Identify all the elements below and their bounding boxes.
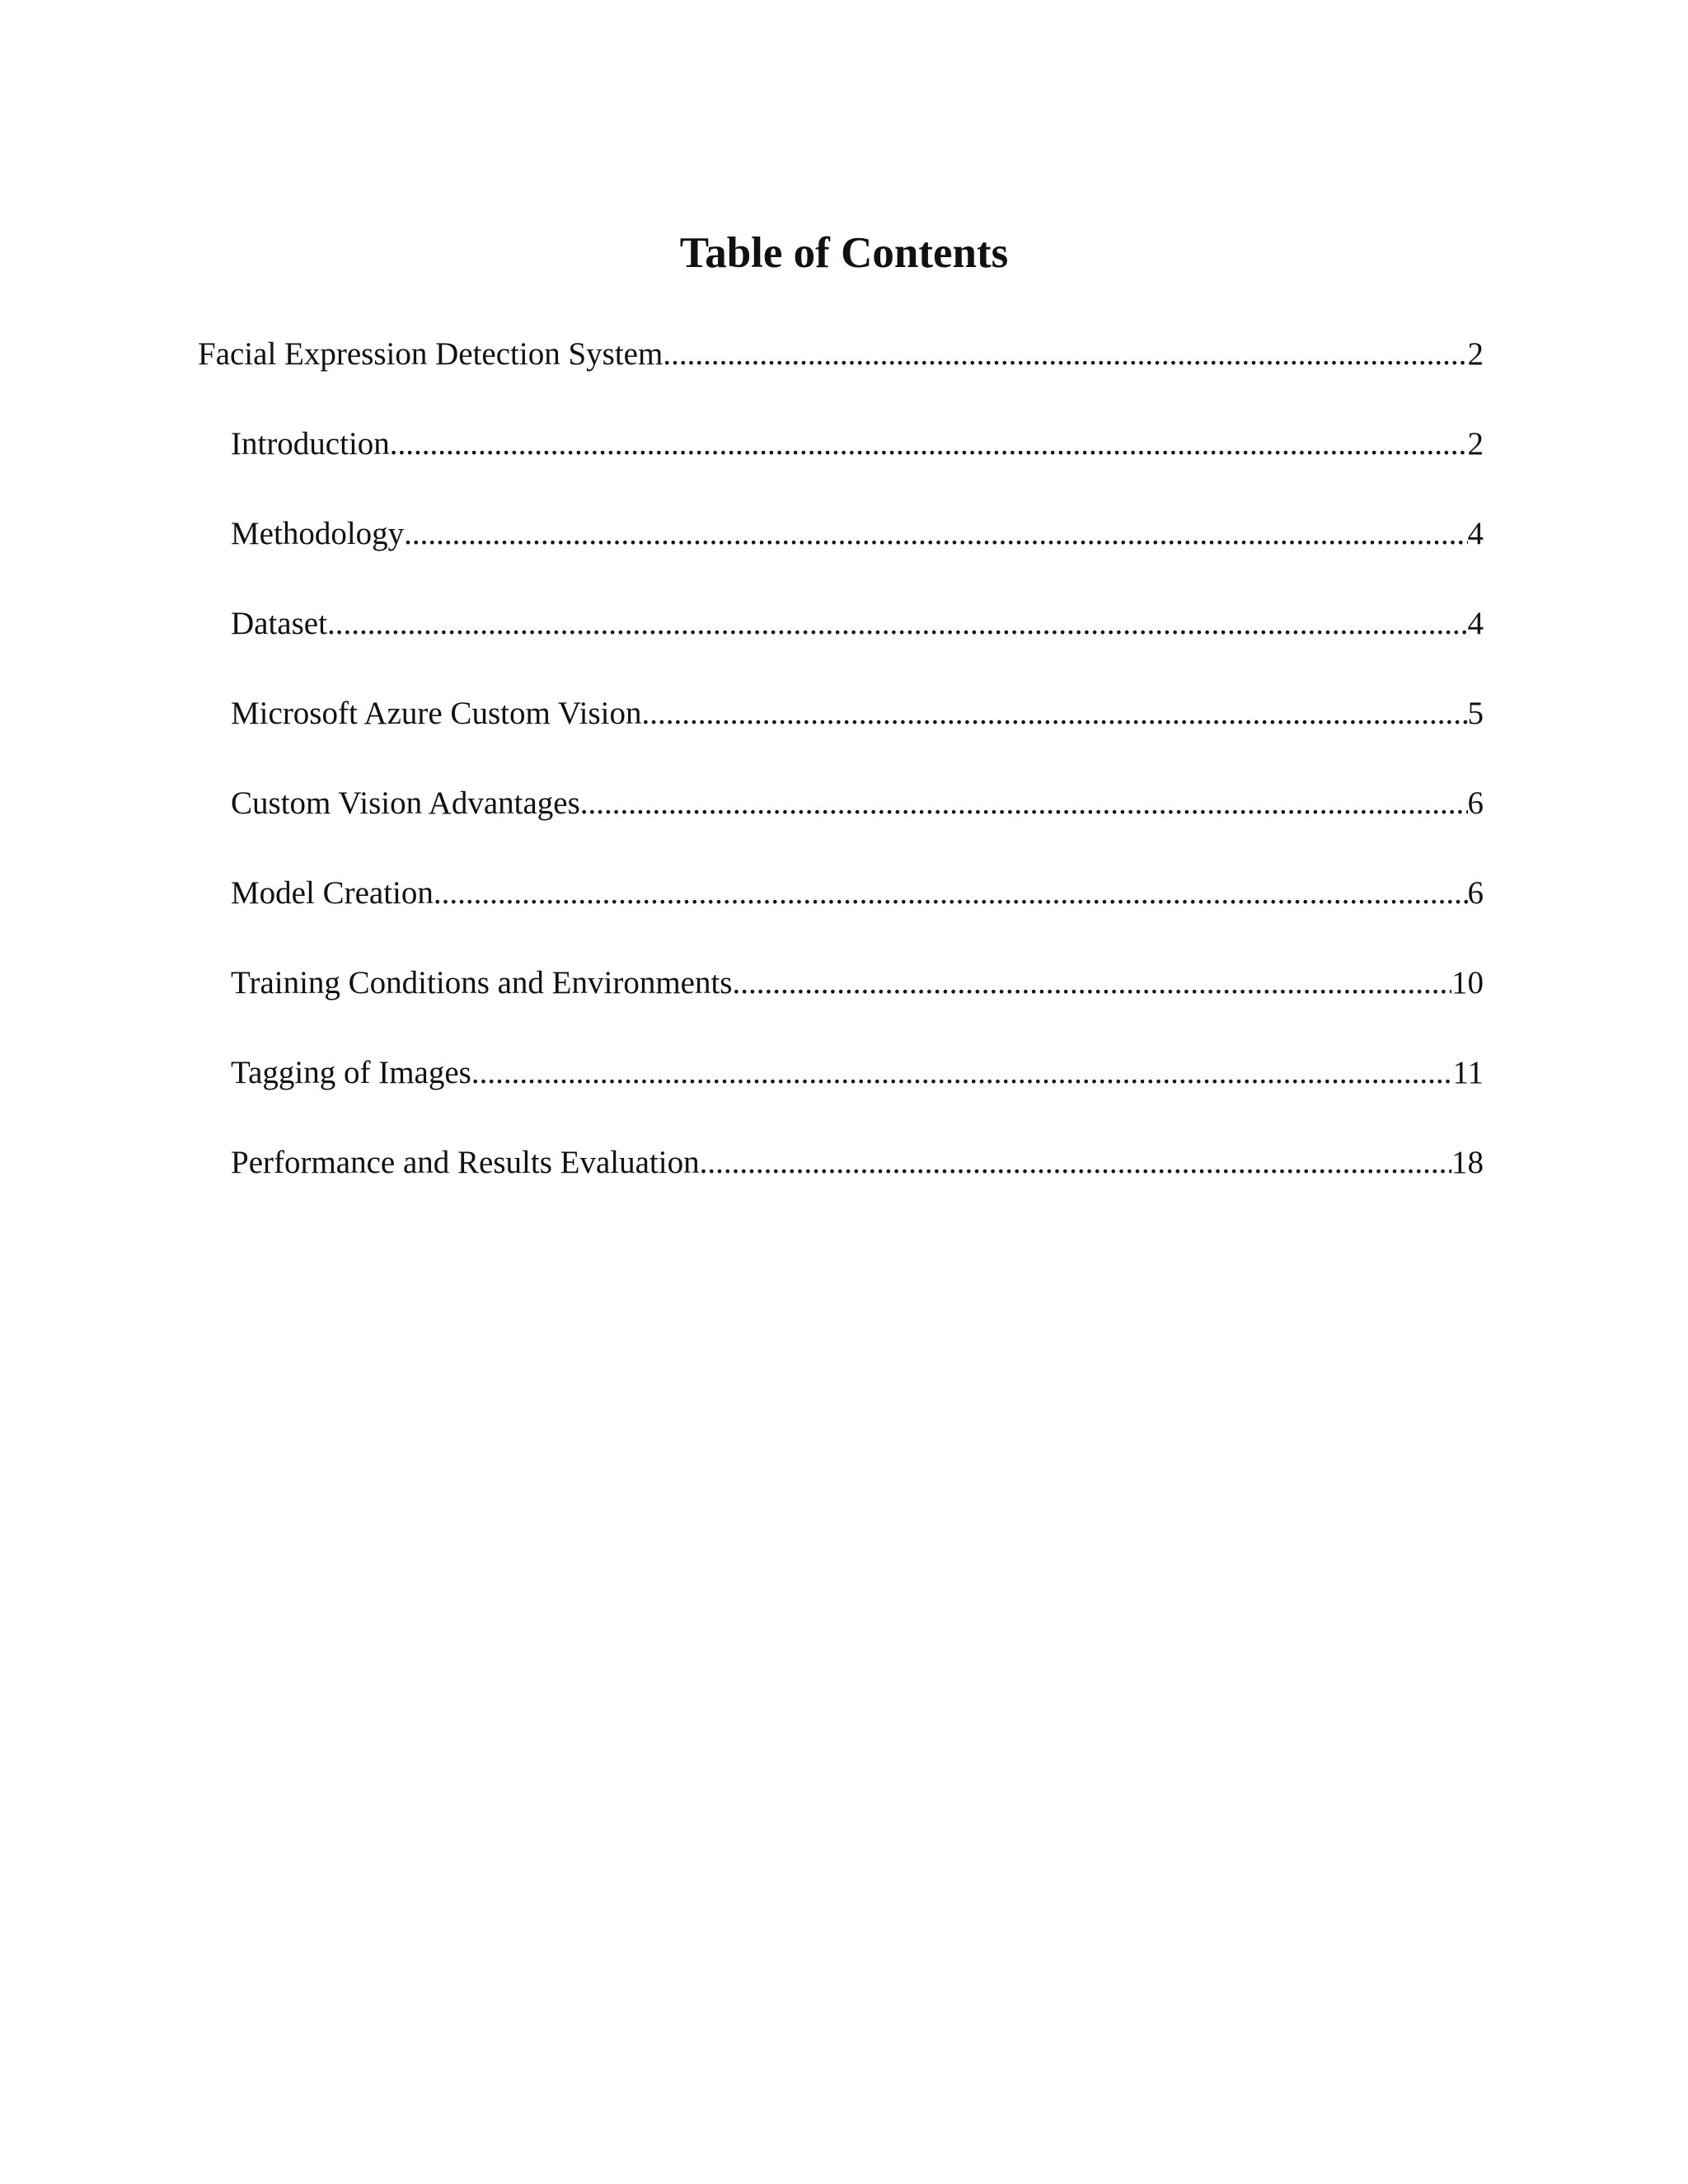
toc-entry[interactable] (231, 1048, 1484, 1098)
toc-entry-label: Performance and Results Evaluation (231, 1138, 700, 1188)
toc-leader-dots (580, 779, 1468, 828)
toc-entry[interactable] (231, 689, 1484, 738)
toc-leader-dots (471, 1048, 1453, 1098)
toc-page-number: 6 (1467, 875, 1484, 911)
toc-entry-label: Training Conditions and Environments (231, 958, 732, 1008)
toc-page-number: 5 (1467, 696, 1484, 731)
toc-entry-label: Tagging of Images (231, 1048, 471, 1098)
toc-entry-label: Methodology (231, 509, 404, 559)
toc-page-number: 11 (1452, 1055, 1484, 1090)
toc-leader-dots (390, 419, 1468, 469)
toc-entry-label: Model Creation (231, 869, 434, 918)
toc-entry[interactable] (231, 869, 1484, 918)
toc-entry[interactable] (231, 958, 1484, 1008)
toc-entry-label: Dataset (231, 599, 327, 649)
toc-entry-label: Microsoft Azure Custom Vision (231, 689, 642, 738)
toc-leader-dots (434, 869, 1468, 918)
toc-page-number: 4 (1467, 606, 1484, 641)
toc-entry[interactable] (231, 419, 1484, 469)
toc-leader-dots (327, 599, 1468, 649)
toc-entry-label: Facial Expression Detection System (198, 330, 663, 379)
toc-entry[interactable] (231, 779, 1484, 828)
toc-leader-dots (700, 1138, 1451, 1188)
toc-page-number: 2 (1467, 426, 1484, 462)
toc-title: Table of Contents (679, 229, 1009, 277)
toc-entry[interactable] (198, 330, 1484, 379)
toc-leader-dots (663, 330, 1467, 379)
toc-page-number: 18 (1451, 1145, 1484, 1180)
toc-leader-dots (732, 958, 1451, 1008)
toc-entry[interactable] (231, 509, 1484, 559)
toc-page-number: 4 (1467, 516, 1484, 551)
toc-page-number: 10 (1451, 965, 1484, 1001)
toc-entry[interactable] (231, 599, 1484, 649)
toc-entry[interactable] (231, 1138, 1484, 1188)
toc-page-number: 6 (1467, 785, 1484, 821)
toc-leader-dots (642, 689, 1468, 738)
toc-entry-label: Introduction (231, 419, 390, 469)
toc-page-number: 2 (1467, 336, 1484, 372)
toc-entry-label: Custom Vision Advantages (231, 779, 580, 828)
toc-leader-dots (404, 509, 1467, 559)
